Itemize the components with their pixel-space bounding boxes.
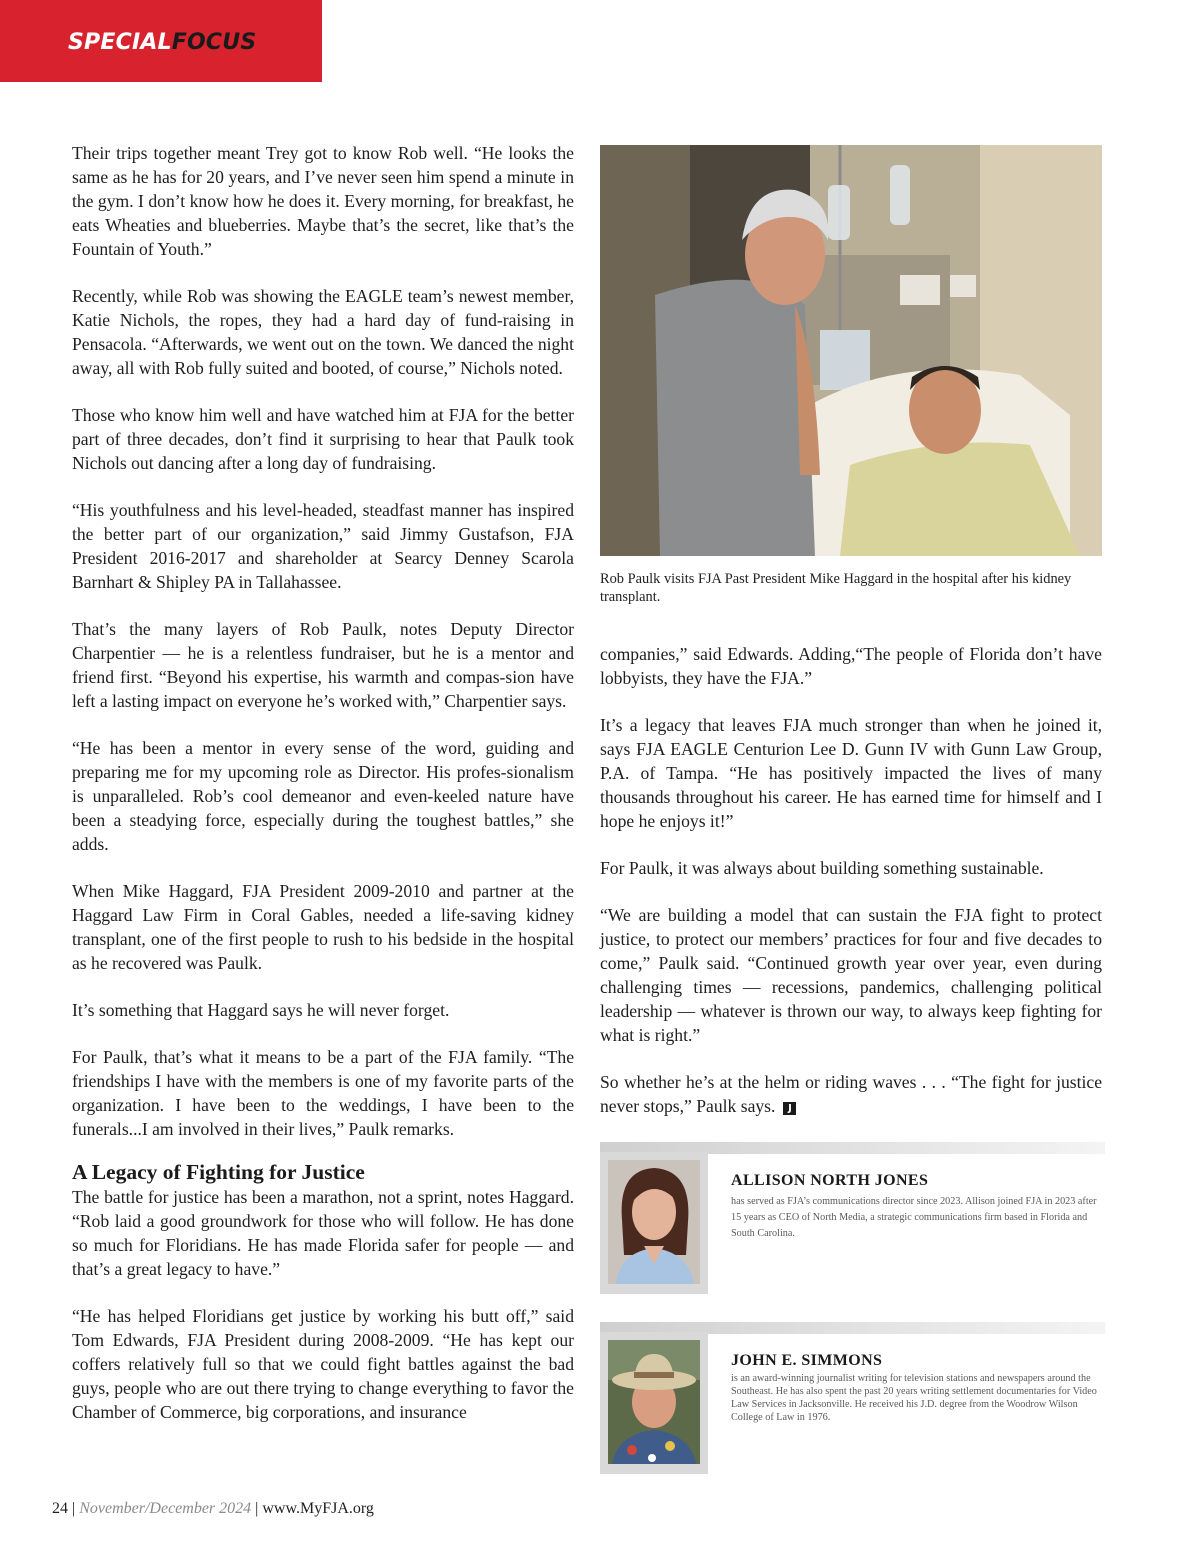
body-paragraph: For Paulk, that’s what it means to be a part of the FJA family. “The friendships I have with the members is one of my favorite parts of the organization. I have been to the weddings, I have been to the funerals...I am involved in their lives,” Paulk remarks. xyxy=(72,1047,574,1139)
section-label-focus: FOCUS xyxy=(171,30,257,55)
body-paragraph: It’s a legacy that leaves FJA much stronger than when he joined it, says FJA EAGLE Centurion Lee D. Gunn IV with Gunn Law Group, P.A. of Tampa. “He has positively impacted the lives of many thousands throughout his career. He has earned time for himself and I hope he enjoys it!” xyxy=(600,715,1102,831)
end-of-article-mark: J xyxy=(783,1102,796,1115)
author-bio-john xyxy=(600,1322,1105,1472)
body-paragraph: When Mike Haggard, FJA President 2009-2010 and partner at the Haggard Law Firm in Coral Gables, needed a life-saving kidney transplant, one of the first people to rush to his bedside in the hospital as he recovered was Paulk. xyxy=(72,881,574,973)
author-portrait-allison xyxy=(608,1160,700,1284)
body-paragraph: It’s something that Haggard says he will never forget. xyxy=(72,1000,450,1020)
closing-text: So whether he’s at the helm or riding waves . . . “The fight for justice never stops,” Paulk says. xyxy=(600,1072,1102,1116)
body-paragraph: Those who know him well and have watched him at FJA for the better part of three decades, don’t find it surprising to hear that Paulk took Nichols out dancing after a long day of fundraising. xyxy=(72,405,574,473)
closing-paragraph xyxy=(600,1070,1102,1118)
author-portrait-illustration xyxy=(608,1160,700,1284)
body-paragraph: companies,” said Edwards. Adding,“The people of Florida don’t have lobbyists, they have the FJA.” xyxy=(600,644,1102,688)
section-subheading: A Legacy of Fighting for Justice xyxy=(72,1160,365,1184)
author-portrait-john xyxy=(608,1340,700,1464)
author-portrait-illustration xyxy=(608,1340,700,1464)
body-paragraph: The battle for justice has been a marathon, not a sprint, notes Haggard. “Rob laid a good groundwork for those who will follow. He has done so much for Floridians. He has made Florida safer for people — and that’s a great legacy to have.” xyxy=(72,1187,574,1279)
author-name: ALLISON NORTH JONES xyxy=(731,1172,929,1189)
author-name: JOHN E. SIMMONS xyxy=(731,1352,883,1369)
author-portrait-frame xyxy=(600,1152,708,1294)
body-paragraph: That’s the many layers of Rob Paulk, notes Deputy Director Charpentier — he is a relentless fundraiser, but he is a mentor and friend first. “Beyond his expertise, his warmth and compas-sion have left a lasting impact on everyone he’s worked with,” Charpentier says. xyxy=(72,619,574,711)
body-paragraph: “He has been a mentor in every sense of the word, guiding and preparing me for my upcoming role as Director. His profes-sionalism is unparalleled. Rob’s cool demeanor and even-keeled nature have been a steadying force, especially during the toughest battles,” she adds. xyxy=(72,738,574,854)
author-bio-text: has served as FJA’s communications director since 2023. Allison joined FJA in 2023 after 15 years as CEO of North Media, a strategic communications firm based in Florida and South Carolina. xyxy=(731,1196,1097,1239)
page-number: 24 xyxy=(52,1500,68,1517)
footer-separator: | xyxy=(72,1500,76,1517)
section-label-special: SPECIAL xyxy=(68,30,172,55)
body-paragraph: “We are building a model that can sustain the FJA fight to protect justice, to protect our members’ practices for four and five decades to come,” Paulk said. “Continued growth year over year, even during challenging times — recessions, pandemics, challenging political leadership — whatever is thrown our way, to always keep fighting for what is right.” xyxy=(600,905,1102,1045)
article-right-column xyxy=(600,642,1102,1141)
page-footer xyxy=(52,1500,374,1518)
article-left-column xyxy=(72,141,574,1424)
footer-separator: | xyxy=(255,1500,259,1517)
author-portrait-frame xyxy=(600,1332,708,1474)
body-paragraph: For Paulk, it was always about building something sustainable. xyxy=(600,858,1044,878)
author-bio-text: is an award-winning journalist writing for television stations and newspapers around the Southeast. He has also spent the past 20 years writing settlement documentaries for Video Law Services in Jacksonville. He received his J.D. degree from the Woodrow Wilson College of Law in 1976. xyxy=(731,1373,1097,1423)
issue-date: November/December 2024 xyxy=(79,1500,252,1517)
website-link[interactable]: www.MyFJA.org xyxy=(262,1500,374,1517)
hospital-photo xyxy=(600,145,1102,556)
author-bio-allison xyxy=(600,1142,1105,1292)
body-paragraph: “He has helped Floridians get justice by working his butt off,” said Tom Edwards, FJA President during 2008-2009. “He has kept our coffers relatively full so that we could fight battles against the bad guys, people who are out there trying to change everything to favor the Chamber of Commerce, big corporations, and insurance xyxy=(72,1306,574,1422)
section-label xyxy=(68,30,256,55)
hospital-photo-illustration xyxy=(600,145,1102,556)
body-paragraph: “His youthfulness and his level-headed, steadfast manner has inspired the better part of our organization,” said Jimmy Gustafson, FJA President 2016-2017 and shareholder at Searcy Denney Scarola Barnhart & Shipley PA in Tallahassee. xyxy=(72,500,574,592)
photo-caption: Rob Paulk visits FJA Past President Mike Haggard in the hospital after his kidney transplant. xyxy=(600,571,1072,605)
body-paragraph: Recently, while Rob was showing the EAGLE team’s newest member, Katie Nichols, the ropes, they had a hard day of fund-raising in Pensacola. “Afterwards, we went out on the town. We danced the night away, all with Rob fully suited and booted, of course,” Nichols noted. xyxy=(72,286,574,378)
section-header-tab xyxy=(0,0,322,82)
body-paragraph: Their trips together meant Trey got to know Rob well. “He looks the same as he has for 20 years, and I’ve never seen him spend a minute in the gym. I don’t know how he does it. Every morning, for breakfast, he eats Wheaties and blueberries. Maybe that’s the secret, like that’s the Fountain of Youth.” xyxy=(72,143,574,259)
